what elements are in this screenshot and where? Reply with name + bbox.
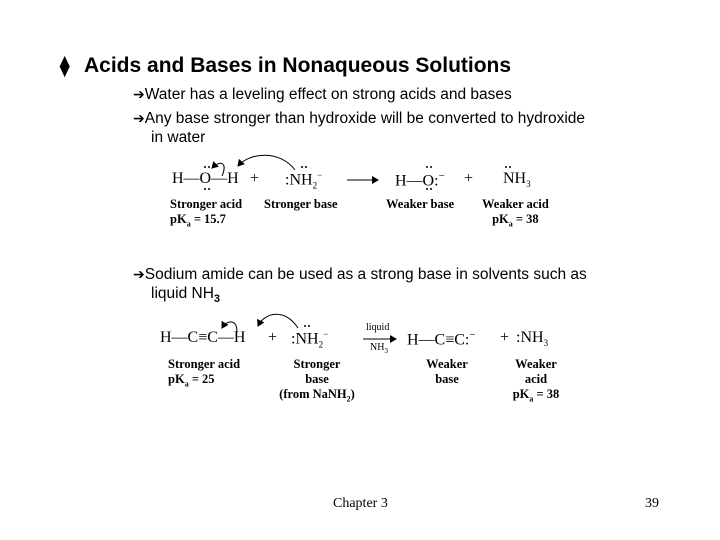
plus-sign: + [250, 170, 260, 187]
bullet-continuation: in water [151, 129, 206, 146]
arrow-bullet-icon: ➔ [133, 86, 145, 102]
label-stronger-base: Stronger base (from NaNH$_2$) [279, 357, 355, 404]
plus-sign: + [500, 329, 510, 346]
arrow-label-top: liquid [366, 322, 390, 333]
footer-chapter: Chapter 3 [333, 496, 388, 511]
arrow-label-bottom: $NH_3$ [370, 342, 388, 355]
bullet-continuation: liquid $NH_3$ [151, 285, 221, 306]
label-weaker-base: Weaker base [386, 197, 455, 211]
bullet-text: Water has a leveling effect on strong acids and bases [144, 86, 512, 103]
page-number: 39 [645, 496, 659, 511]
bullet-text: Any base stronger than hydroxide will be converted to hydroxide [144, 110, 586, 127]
plus-sign: + [268, 329, 278, 346]
slide-title-text: Acids and Bases in Nonaqueous Solutions [84, 54, 512, 77]
label-stronger-base: Stronger base [264, 197, 338, 211]
curved-arrow-1 [258, 314, 298, 328]
bullet-text: Sodium amide can be used as a strong base in solvents such as [144, 266, 587, 283]
label-stronger-acid: Stronger acid $pK_a = 15.7$ [170, 197, 243, 229]
amide-ion: $:NH_2^-$ [291, 329, 329, 350]
label-weaker-acid: Weaker acid $pK_a = 38$ [512, 357, 560, 404]
acetylene: H—C≡C—H [160, 329, 246, 346]
ammonia: $:NH_3$ [516, 329, 549, 349]
arrow-bullet-icon: ➔ [133, 110, 145, 126]
plus-sign: + [464, 170, 474, 187]
acetylide-ion: H—C≡C:− [407, 329, 476, 349]
ammonia: $NH_3$ [503, 170, 531, 190]
hydroxide-ion: H—O:− [395, 170, 445, 190]
label-stronger-acid: Stronger acid $pK_a = 25$ [168, 357, 241, 389]
diamond-bullet-icon: ⧫ [60, 56, 70, 77]
label-weaker-acid: Weaker acid $pK_a = 38$ [482, 197, 549, 229]
amide-ion: $:NH_2^-$ [285, 170, 323, 191]
water-molecule: H—O—H [172, 170, 239, 187]
label-weaker-base: Weaker base [426, 357, 468, 386]
arrow-bullet-icon: ➔ [133, 266, 145, 282]
